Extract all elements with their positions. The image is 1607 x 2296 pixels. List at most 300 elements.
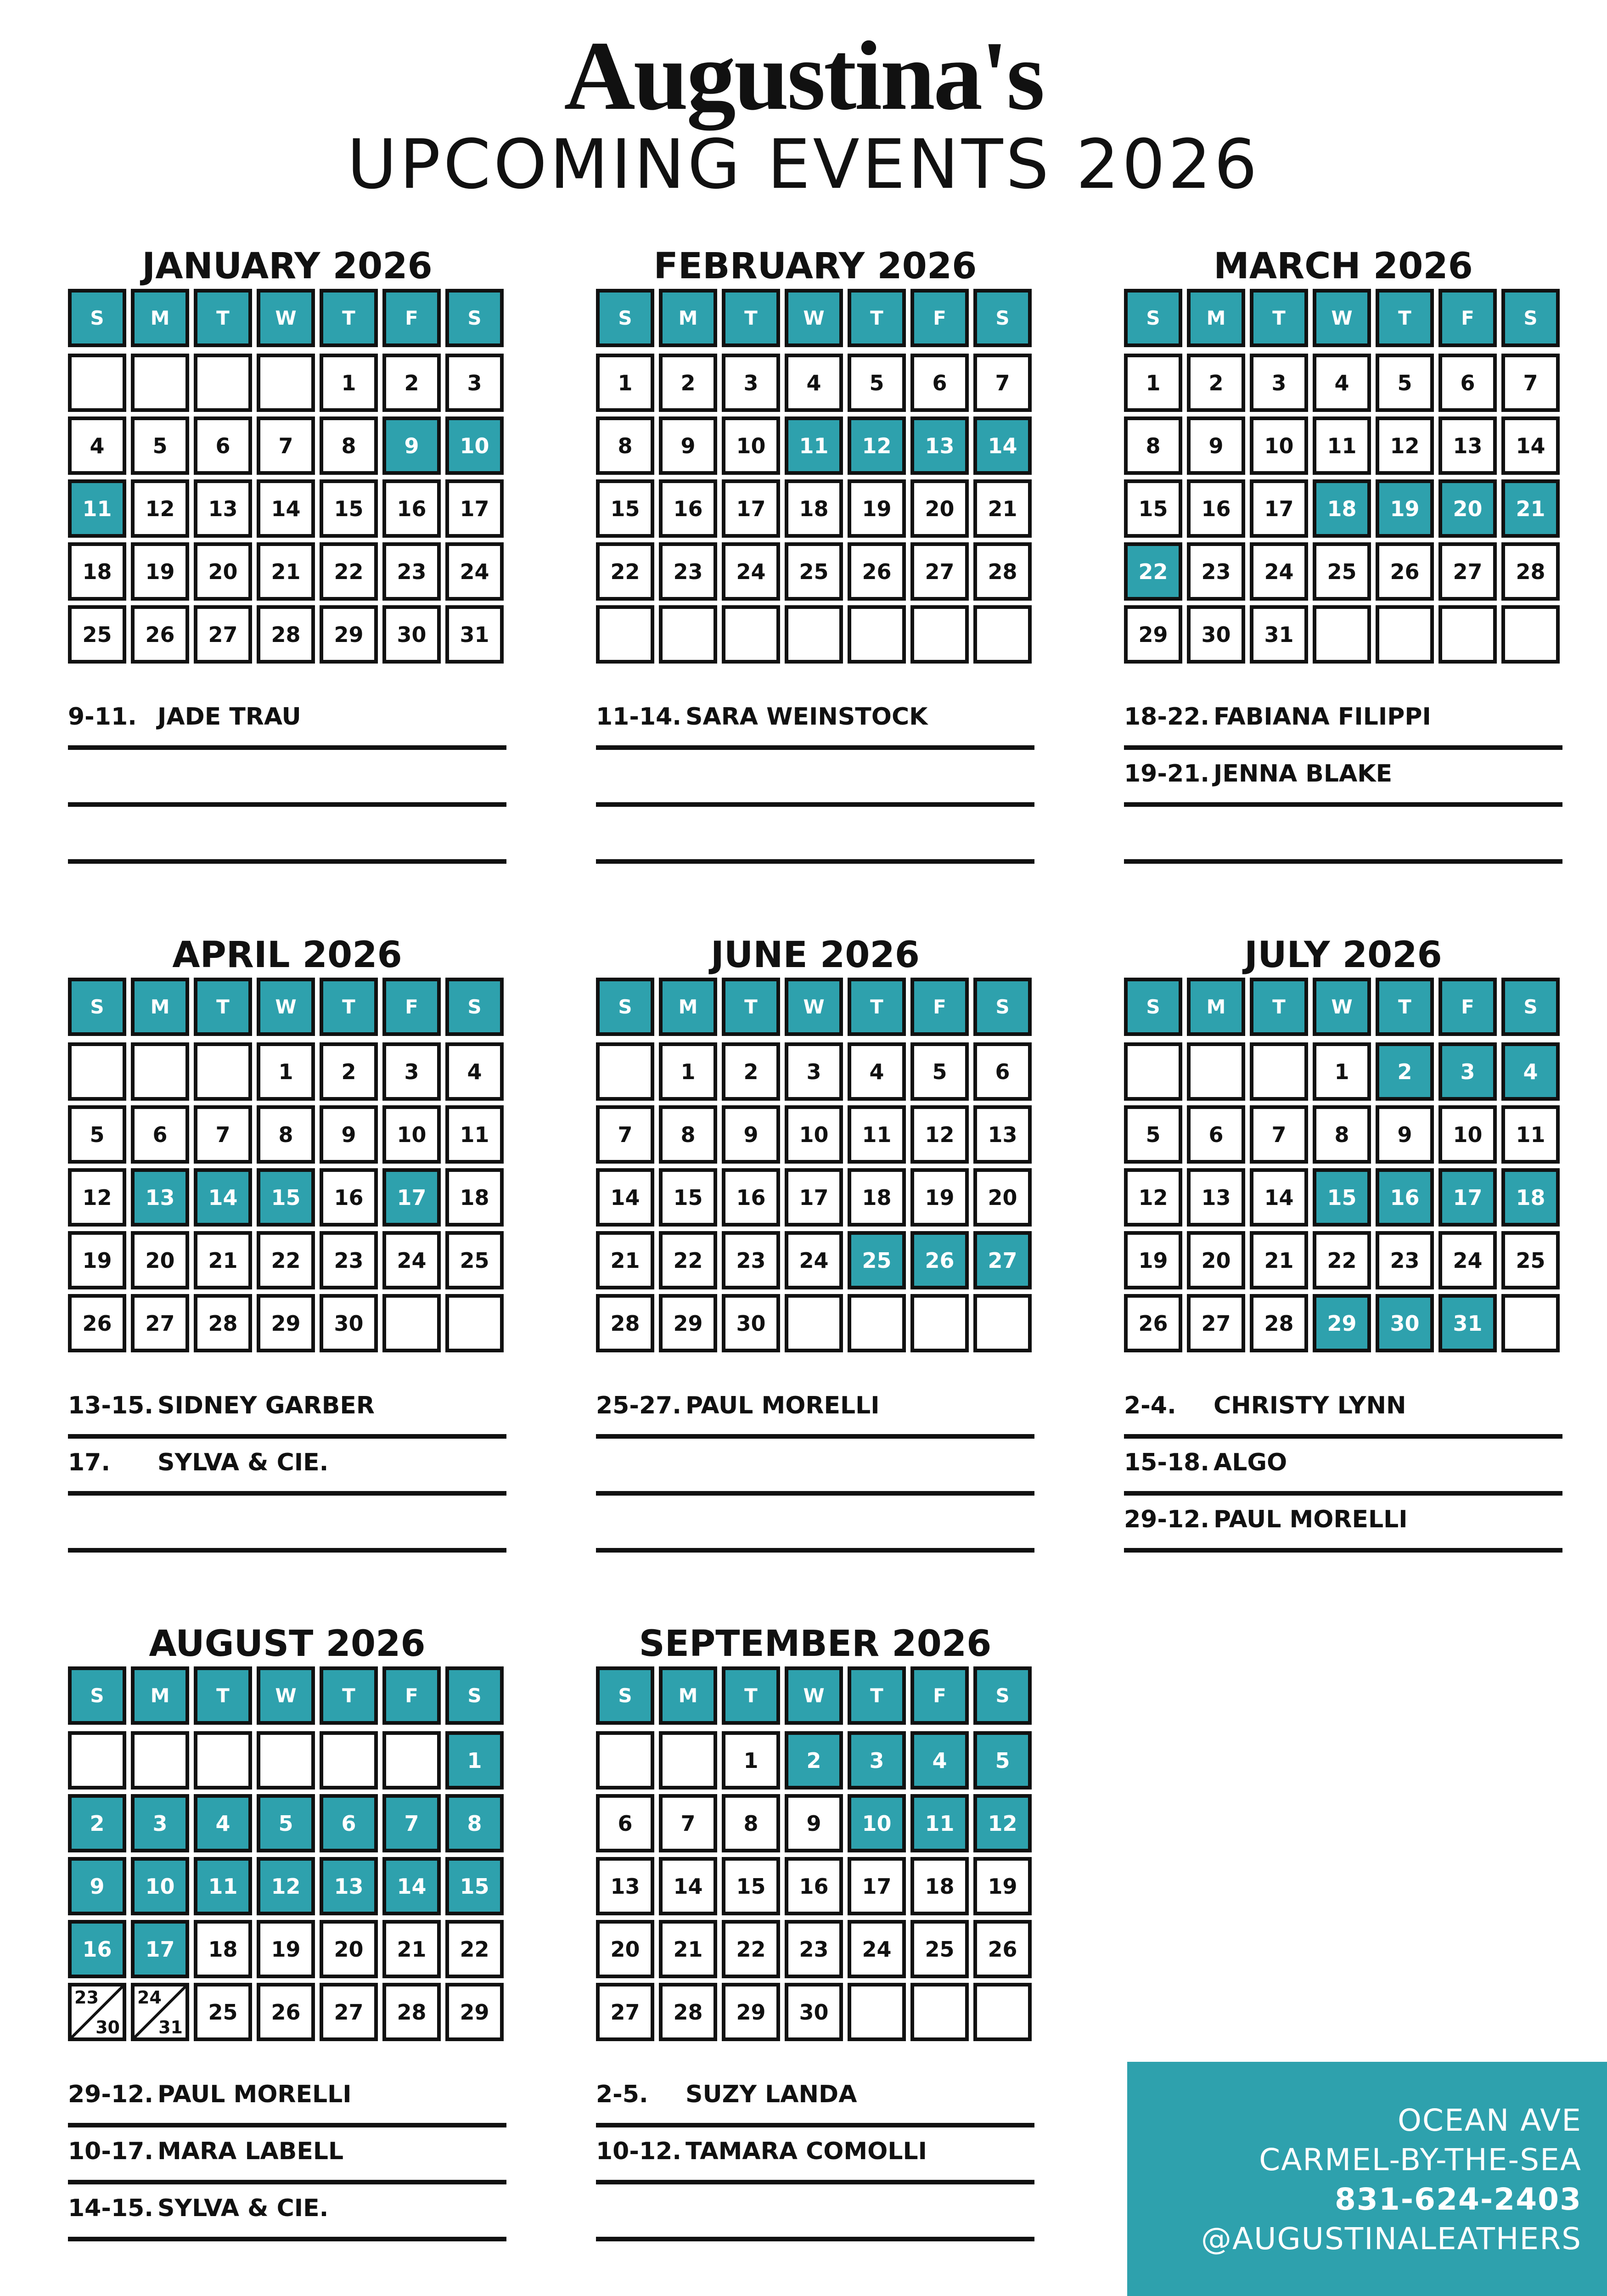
day-cell: 6: [973, 1042, 1032, 1101]
event-dates: 11-14.: [596, 703, 682, 731]
day-cell: 3: [848, 1731, 906, 1790]
day-cell: 19: [68, 1231, 126, 1289]
day-cell: 2: [382, 354, 441, 412]
day-cell: 15: [320, 479, 378, 538]
day-cell: 4: [1501, 1042, 1560, 1101]
event-row: [1124, 807, 1562, 864]
empty-day-cell: [1313, 605, 1371, 664]
weekday-header: M: [659, 1666, 717, 1725]
day-cell: 2: [659, 354, 717, 412]
weekday-header: S: [445, 978, 504, 1036]
day-cell: 24: [445, 542, 504, 601]
day-cell: 18: [68, 542, 126, 601]
day-cell: 7: [382, 1794, 441, 1852]
event-name: SYLVA & CIE.: [157, 1449, 329, 1476]
event-dates: 10-17.: [68, 2138, 154, 2165]
day-cell: 19: [848, 479, 906, 538]
day-cell: 21: [1250, 1231, 1308, 1289]
day-cell: 14: [1501, 416, 1560, 475]
empty-day-cell: [1501, 1294, 1560, 1352]
event-dates: 29-12.: [68, 2081, 154, 2108]
empty-day-cell: [194, 354, 252, 412]
day-cell: 11: [785, 416, 843, 475]
day-cell: 2: [68, 1794, 126, 1852]
weekday-header: T: [194, 289, 252, 347]
day-cell: 28: [973, 542, 1032, 601]
day-cell: 4: [68, 416, 126, 475]
day-cell: 31: [445, 605, 504, 664]
day-cell: 10: [785, 1105, 843, 1164]
day-cell: 23: [382, 542, 441, 601]
weekday-header: S: [973, 289, 1032, 347]
weekday-header: T: [320, 978, 378, 1036]
day-cell: 17: [445, 479, 504, 538]
day-cell: 12: [1376, 416, 1434, 475]
empty-day-cell: [659, 605, 717, 664]
day-cell: 4: [848, 1042, 906, 1101]
event-row: [596, 693, 1034, 750]
month-grid: [596, 1666, 1034, 2052]
weekday-header: M: [659, 289, 717, 347]
day-cell: 8: [596, 416, 654, 475]
event-row: [68, 1439, 506, 1496]
empty-day-cell: [68, 1731, 126, 1790]
empty-day-cell: [848, 1983, 906, 2041]
day-cell: 10: [722, 416, 780, 475]
contact-box: [1127, 2062, 1607, 2296]
day-cell: 19: [1124, 1231, 1182, 1289]
day-cell: 8: [722, 1794, 780, 1852]
weekday-header: M: [1187, 978, 1245, 1036]
day-cell: 3: [445, 354, 504, 412]
weekday-header: F: [382, 978, 441, 1036]
day-cell: 28: [1501, 542, 1560, 601]
day-cell: 18: [848, 1168, 906, 1227]
event-dates: 2-5.: [596, 2081, 648, 2108]
day-cell: 17: [1438, 1168, 1497, 1227]
day-cell: 4: [194, 1794, 252, 1852]
weekday-header: W: [785, 1666, 843, 1725]
day-cell: 22: [659, 1231, 717, 1289]
day-cell: 8: [257, 1105, 315, 1164]
weekday-header: T: [848, 978, 906, 1036]
weekday-header: T: [194, 1666, 252, 1725]
day-cell: 8: [1313, 1105, 1371, 1164]
event-dates: 9-11.: [68, 703, 137, 731]
event-row: [68, 750, 506, 807]
weekday-header: M: [1187, 289, 1245, 347]
day-cell: 12: [257, 1857, 315, 1915]
day-cell: 12: [848, 416, 906, 475]
day-cell: 19: [131, 542, 189, 601]
empty-day-cell: [194, 1731, 252, 1790]
weekday-header: S: [68, 978, 126, 1036]
contact-phone[interactable]: 831-624-2403: [1334, 2182, 1582, 2217]
day-cell: 16: [659, 479, 717, 538]
day-cell: 30: [785, 1983, 843, 2041]
day-cell: 31: [1438, 1294, 1497, 1352]
event-row: [596, 1382, 1034, 1439]
event-row: [596, 750, 1034, 807]
day-cell: 28: [659, 1983, 717, 2041]
day-cell: 15: [445, 1857, 504, 1915]
event-name: PAUL MORELLI: [157, 2081, 352, 2108]
month-calendar: [68, 246, 506, 864]
day-cell: 3: [131, 1794, 189, 1852]
day-cell: 26: [1124, 1294, 1182, 1352]
day-cell: 6: [131, 1105, 189, 1164]
day-cell: 2: [320, 1042, 378, 1101]
day-cell: 25: [1313, 542, 1371, 601]
event-list: [1124, 693, 1562, 864]
empty-day-cell: [194, 1042, 252, 1101]
event-row: [68, 1496, 506, 1553]
empty-day-cell: [596, 1731, 654, 1790]
day-cell: 9: [659, 416, 717, 475]
event-name: MARA LABELL: [157, 2138, 344, 2165]
empty-day-cell: [910, 605, 969, 664]
event-list: [596, 693, 1034, 864]
day-cell: 20: [131, 1231, 189, 1289]
day-cell: 13: [973, 1105, 1032, 1164]
day-cell: 17: [722, 479, 780, 538]
day-cell: 1: [659, 1042, 717, 1101]
weekday-header: S: [596, 289, 654, 347]
day-cell: 22: [257, 1231, 315, 1289]
event-row: [68, 2127, 506, 2184]
weekday-header: F: [382, 289, 441, 347]
event-name: JADE TRAU: [157, 703, 301, 731]
day-cell: 5: [1376, 354, 1434, 412]
day-cell: 14: [1250, 1168, 1308, 1227]
day-cell: 11: [848, 1105, 906, 1164]
empty-day-cell: [596, 605, 654, 664]
day-cell: 27: [1187, 1294, 1245, 1352]
day-cell: 16: [1187, 479, 1245, 538]
day-cell: 2: [1376, 1042, 1434, 1101]
day-cell: 23: [1376, 1231, 1434, 1289]
empty-day-cell: [131, 354, 189, 412]
day-cell: 10: [382, 1105, 441, 1164]
day-cell: 9: [1376, 1105, 1434, 1164]
empty-day-cell: [257, 1731, 315, 1790]
day-cell-split: [131, 1983, 189, 2041]
day-cell: 13: [596, 1857, 654, 1915]
empty-day-cell: [382, 1294, 441, 1352]
event-row: [596, 2127, 1034, 2184]
empty-day-cell: [1501, 605, 1560, 664]
day-cell: 25: [194, 1983, 252, 2041]
day-cell: 6: [910, 354, 969, 412]
weekday-header: S: [1501, 978, 1560, 1036]
event-dates: 29-12.: [1124, 1506, 1210, 1533]
empty-day-cell: [445, 1294, 504, 1352]
weekday-header: T: [1376, 289, 1434, 347]
day-cell: 15: [659, 1168, 717, 1227]
day-cell: 12: [910, 1105, 969, 1164]
day-cell: 30: [320, 1294, 378, 1352]
day-cell: 10: [1250, 416, 1308, 475]
day-cell: 9: [1187, 416, 1245, 475]
day-cell: 11: [68, 479, 126, 538]
day-cell: 12: [973, 1794, 1032, 1852]
day-cell: 5: [848, 354, 906, 412]
empty-day-cell: [973, 1294, 1032, 1352]
month-title: JANUARY 2026: [142, 246, 433, 287]
event-row: [596, 2071, 1034, 2127]
event-list: [596, 2071, 1034, 2241]
event-name: PAUL MORELLI: [1214, 1506, 1408, 1533]
weekday-header: S: [68, 1666, 126, 1725]
month-title: SEPTEMBER 2026: [639, 1623, 992, 1665]
event-list: [68, 1382, 506, 1553]
month-title: FEBRUARY 2026: [653, 246, 977, 287]
day-cell: 18: [910, 1857, 969, 1915]
day-cell: 4: [785, 354, 843, 412]
day-cell: 20: [973, 1168, 1032, 1227]
contact-street: OCEAN AVE: [1397, 2103, 1582, 2138]
day-cell: 29: [320, 605, 378, 664]
day-cell: 7: [596, 1105, 654, 1164]
day-cell: 16: [320, 1168, 378, 1227]
empty-day-cell: [848, 605, 906, 664]
weekday-header: T: [848, 1666, 906, 1725]
day-cell: 29: [445, 1983, 504, 2041]
day-cell: 13: [131, 1168, 189, 1227]
month-grid: [68, 1666, 506, 2052]
day-cell: 16: [382, 479, 441, 538]
day-cell: 21: [382, 1920, 441, 1978]
month-grid: [68, 978, 506, 1363]
day-cell: 19: [973, 1857, 1032, 1915]
day-cell: 13: [1187, 1168, 1245, 1227]
event-name: CHRISTY LYNN: [1214, 1392, 1406, 1419]
weekday-header: F: [910, 289, 969, 347]
day-cell: 2: [785, 1731, 843, 1790]
event-dates: 13-15.: [68, 1392, 154, 1419]
day-cell: 14: [659, 1857, 717, 1915]
day-cell: 25: [848, 1231, 906, 1289]
day-cell: 30: [722, 1294, 780, 1352]
empty-day-cell: [785, 605, 843, 664]
day-cell: 17: [785, 1168, 843, 1227]
day-cell: 29: [1313, 1294, 1371, 1352]
weekday-header: W: [1313, 978, 1371, 1036]
day-cell: 5: [257, 1794, 315, 1852]
day-cell: 9: [785, 1794, 843, 1852]
day-cell: 9: [382, 416, 441, 475]
day-cell: 27: [320, 1983, 378, 2041]
weekday-header: T: [194, 978, 252, 1036]
day-cell: 21: [973, 479, 1032, 538]
day-number: 30: [96, 2017, 120, 2037]
empty-day-cell: [68, 1042, 126, 1101]
event-name: SARA WEINSTOCK: [686, 703, 928, 731]
day-cell: 18: [445, 1168, 504, 1227]
event-list: [68, 693, 506, 864]
day-cell: 14: [382, 1857, 441, 1915]
month-title: AUGUST 2026: [149, 1623, 426, 1665]
day-cell: 24: [1250, 542, 1308, 601]
day-number: 24: [137, 1987, 162, 2008]
month-grid: [68, 289, 506, 675]
event-row: [68, 693, 506, 750]
day-cell: 1: [320, 354, 378, 412]
day-cell: 25: [445, 1231, 504, 1289]
event-dates: 18-22.: [1124, 703, 1210, 731]
month-title: APRIL 2026: [172, 934, 402, 976]
empty-day-cell: [659, 1731, 717, 1790]
day-cell: 1: [596, 354, 654, 412]
contact-social-handle[interactable]: @AUGUSTINALEATHERS: [1201, 2221, 1582, 2257]
event-row: [68, 807, 506, 864]
weekday-header: S: [1501, 289, 1560, 347]
day-cell: 15: [596, 479, 654, 538]
day-cell: 15: [1313, 1168, 1371, 1227]
day-cell: 21: [1501, 479, 1560, 538]
event-dates: 19-21.: [1124, 760, 1210, 788]
day-cell: 23: [320, 1231, 378, 1289]
weekday-header: W: [1313, 289, 1371, 347]
event-row: [68, 1382, 506, 1439]
day-cell: 5: [1124, 1105, 1182, 1164]
day-cell: 5: [973, 1731, 1032, 1790]
event-row: [1124, 750, 1562, 807]
empty-day-cell: [320, 1731, 378, 1790]
day-cell: 12: [68, 1168, 126, 1227]
event-list: [596, 1382, 1034, 1553]
month-calendar: [68, 934, 506, 1553]
day-cell: 20: [910, 479, 969, 538]
day-cell: 28: [1250, 1294, 1308, 1352]
day-cell: 1: [1124, 354, 1182, 412]
event-name: SIDNEY GARBER: [157, 1392, 375, 1419]
day-cell: 21: [659, 1920, 717, 1978]
day-cell: 18: [1501, 1168, 1560, 1227]
day-cell: 5: [910, 1042, 969, 1101]
weekday-header: M: [659, 978, 717, 1036]
event-row: [1124, 1439, 1562, 1496]
weekday-header: S: [1124, 978, 1182, 1036]
day-cell: 29: [257, 1294, 315, 1352]
event-list: [1124, 1382, 1562, 1553]
day-cell: 27: [194, 605, 252, 664]
day-cell: 14: [973, 416, 1032, 475]
day-cell: 4: [910, 1731, 969, 1790]
month-title: MARCH 2026: [1214, 246, 1473, 287]
day-cell: 24: [722, 542, 780, 601]
day-cell: 24: [848, 1920, 906, 1978]
day-cell: 19: [257, 1920, 315, 1978]
month-calendar: [596, 934, 1034, 1553]
day-cell: 22: [445, 1920, 504, 1978]
event-row: [596, 2184, 1034, 2241]
day-cell: 19: [1376, 479, 1434, 538]
day-cell: 12: [131, 479, 189, 538]
weekday-header: S: [973, 978, 1032, 1036]
day-cell: 25: [1501, 1231, 1560, 1289]
day-cell: 1: [1313, 1042, 1371, 1101]
weekday-header: S: [1124, 289, 1182, 347]
month-calendar: [68, 1623, 506, 2241]
weekday-header: W: [257, 1666, 315, 1725]
day-cell: 8: [1124, 416, 1182, 475]
day-cell: 22: [596, 542, 654, 601]
event-name: TAMARA COMOLLI: [686, 2138, 927, 2165]
empty-day-cell: [973, 605, 1032, 664]
day-cell: 29: [722, 1983, 780, 2041]
day-cell: 3: [1438, 1042, 1497, 1101]
month-calendar: [1124, 934, 1562, 1553]
day-cell: 28: [257, 605, 315, 664]
day-cell: 3: [722, 354, 780, 412]
day-cell: 23: [1187, 542, 1245, 601]
day-cell: 19: [910, 1168, 969, 1227]
day-cell: 26: [848, 542, 906, 601]
day-cell: 4: [445, 1042, 504, 1101]
weekday-header: F: [910, 978, 969, 1036]
event-name: PAUL MORELLI: [686, 1392, 880, 1419]
day-cell: 8: [445, 1794, 504, 1852]
month-calendar: [596, 246, 1034, 864]
empty-day-cell: [910, 1983, 969, 2041]
day-cell: 11: [445, 1105, 504, 1164]
event-row: [596, 1496, 1034, 1553]
day-cell: 14: [194, 1168, 252, 1227]
empty-day-cell: [973, 1983, 1032, 2041]
weekday-header: W: [785, 978, 843, 1036]
weekday-header: M: [131, 289, 189, 347]
brand-logo: Augustina's: [564, 21, 1043, 130]
weekday-header: S: [445, 289, 504, 347]
day-cell: 29: [1124, 605, 1182, 664]
day-cell: 8: [659, 1105, 717, 1164]
day-cell: 11: [1313, 416, 1371, 475]
day-cell: 13: [194, 479, 252, 538]
weekday-header: T: [320, 289, 378, 347]
weekday-header: T: [1376, 978, 1434, 1036]
day-cell: 13: [1438, 416, 1497, 475]
weekday-header: M: [131, 1666, 189, 1725]
empty-day-cell: [131, 1731, 189, 1790]
weekday-header: T: [722, 978, 780, 1036]
day-cell: 30: [382, 605, 441, 664]
day-cell: 20: [320, 1920, 378, 1978]
event-row: [1124, 1496, 1562, 1553]
day-cell: 27: [973, 1231, 1032, 1289]
month-grid: [596, 978, 1034, 1363]
empty-day-cell: [131, 1042, 189, 1101]
day-cell: 26: [910, 1231, 969, 1289]
empty-day-cell: [910, 1294, 969, 1352]
day-cell: 27: [131, 1294, 189, 1352]
day-cell: 27: [1438, 542, 1497, 601]
day-cell: 28: [194, 1294, 252, 1352]
month-calendar: [1124, 246, 1562, 864]
day-cell: 3: [1250, 354, 1308, 412]
weekday-header: F: [1438, 289, 1497, 347]
day-cell: 24: [382, 1231, 441, 1289]
event-name: JENNA BLAKE: [1214, 760, 1393, 788]
day-cell: 17: [848, 1857, 906, 1915]
month-grid: [596, 289, 1034, 675]
event-dates: 15-18.: [1124, 1449, 1210, 1476]
weekday-header: T: [722, 289, 780, 347]
day-cell: 25: [910, 1920, 969, 1978]
day-cell: 6: [596, 1794, 654, 1852]
event-dates: 25-27.: [596, 1392, 682, 1419]
event-row: [596, 1439, 1034, 1496]
